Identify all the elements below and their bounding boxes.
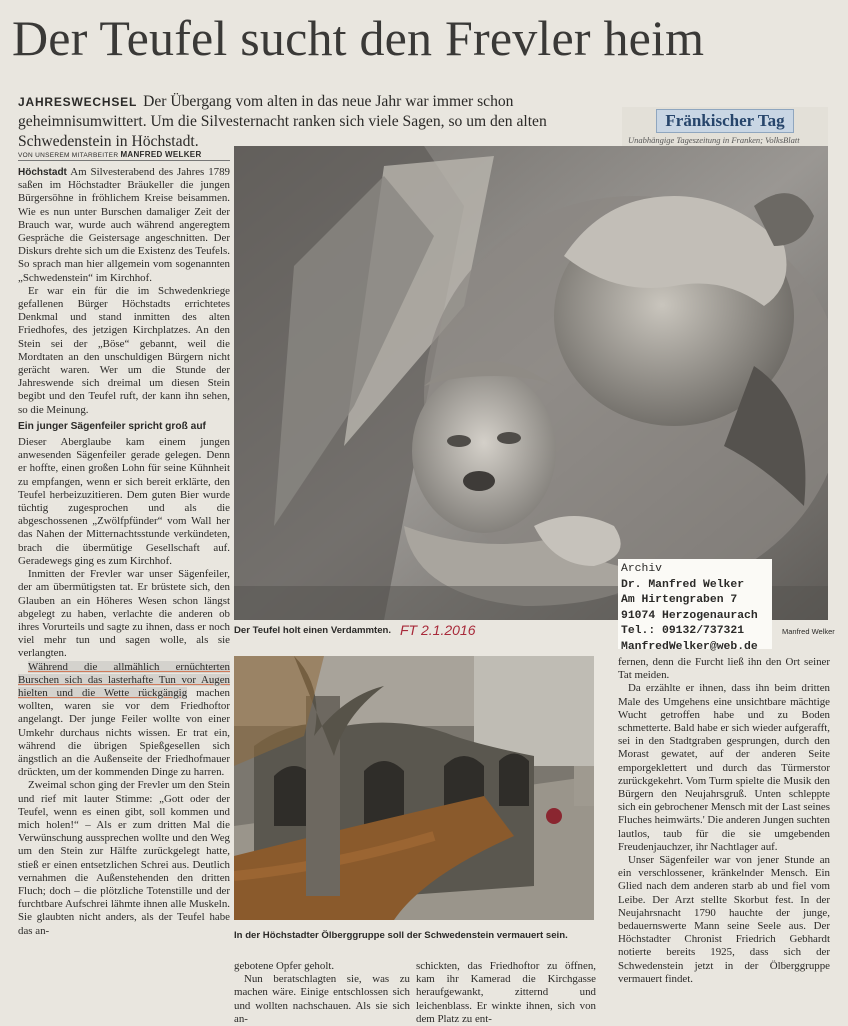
paragraph-text: machen wollten, waren sie vor dem Friedhoftor angelangt. Der junge Feiler wollte von einer Umkehr durchaus nichts wissen. Er trat ein, während die übrigen Spießgesellen sich ängstlich an die Außenseite der Friedhofmauer drückten, um der kommenden Dinge zu harren. [18, 686, 230, 779]
paragraph: Er war ein für die im Schwedenkriege gefallenen Bürger Höchstadts errichtetes Denkmal und stand inmitten des alten Friedhofes, des jetzigen Kirchplatzes. An den Stein sei der „Böse“ gebannt, weil die Mordtaten an den unschuldigen Bürgern nicht gerächt waren. Wer um die Stunde der Jahreswende sich dreimal um diesen Stein begibt und den Teufel ruft, der kann ihn sehen, so die Meinung. [18, 284, 230, 416]
article-column-4 [618, 656, 830, 986]
article-column-3 [416, 960, 596, 1026]
stamp-line: 91074 Herzogenaurach [621, 609, 758, 622]
publication-label [622, 107, 828, 149]
photo2-caption: In der Höchstadter Ölberggruppe soll der Schwedenstein vermauert sein. [234, 930, 568, 941]
byline-rule [18, 160, 230, 161]
paragraph: Inmitten der Frevler war unser Sägenfeiler, der am übermütigsten tat. Er brüstete sich, den Glauben an ein Höheres Wesen schon längst abgelegt zu haben, verlachte die anderen ob ihres Vorurteils und sagte zu ihnen, dass er noch viel mehr tun und sagen wolle, als sie verlangten. [18, 568, 230, 660]
stamp-line: Dr. Manfred Welker [621, 578, 745, 591]
publication-logo: Fränkischer Tag [656, 109, 794, 133]
sculpture-illustration [234, 146, 828, 620]
byline-author: MANFRED WELKER [120, 150, 202, 159]
paragraph-text: Am Silvesterabend des Jahres 1789 saßen im Höchstadter Bräukeller die jungen Bürgersöhne in fröhlichem Kreise beisammen. Wie es nun unter Burschen damaliger Zeit der Brauch war, wurde auch während angeregtem Gespräche die Geistersage angeschnitten. Der Diskurs drehte sich um die Existenz des Teufels. So sprach man hier allgemein vom sogenannten „Schwedenstein“ im Kirchhof. [18, 166, 230, 284]
archive-stamp [618, 559, 772, 653]
lead-kicker: JAHRESWECHSEL [18, 95, 138, 109]
subheading: Ein junger Sägenfeiler spricht groß auf [18, 420, 206, 432]
lead-paragraph [18, 92, 608, 152]
article-column-1 [18, 166, 230, 938]
stamp-line: Am Hirtengraben 7 [621, 594, 738, 607]
highlighted-text: Während die allmählich ernüchterten Burschen sich das lasterhafte Tun vor Augen hielten und die Wette rückgängig [18, 660, 230, 699]
paragraph: gebotene Opfer geholt. [234, 960, 335, 972]
paragraph: Nun beratschlagten sie, was zu machen wäre. Einige entschlossen sich und wollten nachschauen. Als sie sich an- [234, 973, 410, 1025]
paragraph: schickten, das Friedhoftor zu öffnen, kam ihr Kamerad die Kirchgasse heraufgewankt, zitternd und leichenblass. Er winkte ihnen, sich von dem Platz zu ent- [416, 960, 596, 1025]
paragraph [18, 166, 230, 285]
article-column-2 [234, 960, 410, 1026]
paragraph: Unser Sägenfeiler war von jener Stunde an ein verschlossener, kränkelnder Mensch. Ein Glied nach dem anderen starb ab und fiel vom Leibe. Der Arzt stellte Skorbut fest. In der Neujahrsnacht 1790 hauchte der junge, bedauernswerte Mann seine Seele aus. Der Höchstadter Chronist Friedrich Gebhardt notierte bereits 1925, dass sich der Schwedenstein jetzt in der Ölberggruppe vermauert findet. [618, 854, 830, 985]
olberggruppe-illustration [234, 656, 594, 920]
paragraph: fernen, denn die Furcht ließ ihn den Ort seiner Tat meiden. [618, 656, 830, 682]
paragraph: Zweimal schon ging der Frevler um den Stein und rief mit lauter Stimme: „Gott oder der Teufel, wenn es einen gibt, soll kommen und mich holen!“ – Als er zum dritten Mal die Verwünschung aussprechen wollte und den Weg um den Stein zur Hälfte zurückgelegt hatte, stieß er einen entsetzlichen Schrei aus. Deutlich vernahmen die Außenstehenden den dritten Fluch; doch – die plötzliche Totenstille und der furchtbare Aufschrei lähmte ihnen alle Muskeln. Sie glaubten nicht anders, als der Teufel habe das an- [18, 779, 230, 937]
stamp-line: ManfredWelker@web.de [621, 640, 758, 653]
photo1-caption: Der Teufel holt einen Verdammten. [234, 625, 392, 636]
handwritten-date-note: FT 2.1.2016 [400, 622, 476, 638]
dateline: Höchstadt [18, 167, 67, 178]
publication-tagline: Unabhängige Tageszeitung in Franken; VolksBlatt [628, 135, 800, 145]
byline [18, 150, 218, 159]
headline: Der Teufel sucht den Frevler heim [12, 10, 705, 66]
byline-prefix: VON UNSEREM MITARBEITER [18, 152, 119, 159]
paragraph [18, 661, 230, 780]
stamp-line: Tel.: 09132/737321 [621, 625, 745, 638]
lead-text: Der Übergang vom alten in das neue Jahr war immer schon geheimnisumwittert. Um die Silvesternacht ranken sich viele Sagen, so um den alten Schwedenstein in Höchstadt. [18, 93, 547, 150]
olberggruppe-photo [234, 656, 594, 920]
paragraph: Da erzählte er ihnen, dass ihn beim dritten Male des Umgehens eine unsichtbare mächtige Wucht getroffen habe und zu Boden schmetterte. Bald habe er sich wieder aufgerafft, sei in den Stadtgraben gesprungen, durch den Morast gewatet, auf der anderen Seite emporgeklettert und durch das Türmerstor zurückgekehrt. Vom Turm spielte die Musik den Bürgern den Neujahrsgruß. Unten schleppte sich ein gebrochener Mensch mit der Last seines Fluches heimwärts.' Die anderen Jungen suchten lautlos, taub für die sie umgebenden Freudenjauchzer, ihr Nachtlager auf. [618, 682, 830, 853]
stamp-line: Archiv [621, 563, 663, 575]
photo1-credit: Manfred Welker [782, 627, 835, 636]
paragraph: Dieser Aberglaube kam einem jungen anwesenden Sägenfeiler gerade gelegen. Denn er hoffte, einen großen Lohn für seine Kühnheit zu empfangen, wenn er sich bereit erklärte, den Teufel herbeizuzitieren. Dem guten Bier wurde tüchtig zugesprochen und als die abgeschossenen „Zwölfpfünder“ vom Wall her das Nahen der Mitternachtsstunde verkündeten, brach die übermütige Gesellschaft auf. Geradewegs ging es zum Kirchhof. [18, 436, 230, 567]
sculpture-photo [234, 146, 828, 620]
